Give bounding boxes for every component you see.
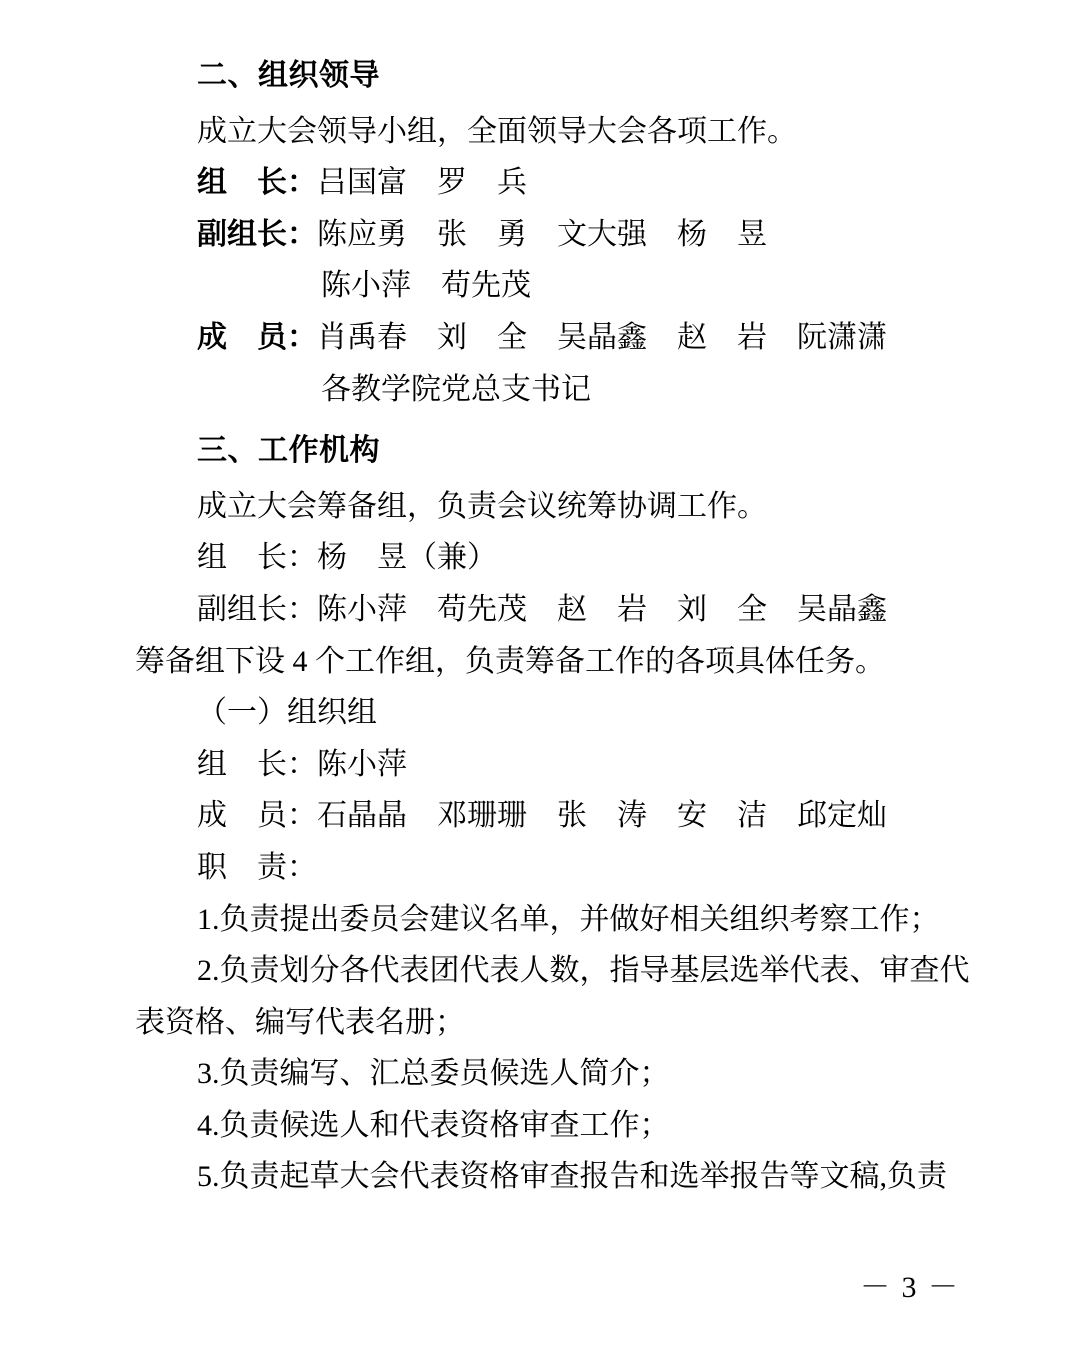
- section-heading-2: 二、组织领导: [197, 58, 380, 93]
- duty-item-3: 3.负责编写、汇总委员候选人简介；: [197, 1057, 670, 1091]
- role-label-deputy-leader: 副组长：: [197, 216, 317, 252]
- section-2-intro: 成立大会领导小组，全面领导大会各项工作。: [197, 114, 797, 148]
- role-label-org-members: 成 员：: [197, 799, 317, 833]
- role-line-group-leader: [197, 157, 980, 209]
- role-continuation-deputy-leader: 陈小萍 苟先茂: [321, 269, 531, 303]
- role-continuation-members: 各教学院党总支书记: [321, 372, 591, 406]
- role-line-deputy-leader: [197, 209, 980, 261]
- document-body: [135, 50, 980, 1203]
- duty-item-5: 5.负责起草大会代表资格审查报告和选举报告等文稿,负责: [197, 1160, 947, 1194]
- role-line-org-leader: [197, 739, 980, 791]
- role-line-org-members: [197, 790, 980, 842]
- role-value-group-leader: 吕国富 罗 兵: [317, 166, 527, 200]
- duty-item-1: 1.负责提出委员会建议名单，并做好相关组织考察工作；: [197, 902, 940, 936]
- role-value-org-leader: 陈小萍: [317, 747, 407, 781]
- role-line-org-duties: [197, 842, 980, 894]
- role-value-prep-leader: 杨 昱（兼）: [317, 541, 497, 575]
- role-label-group-leader: 组 长：: [197, 165, 317, 201]
- role-label-prep-leader: 组 长：: [197, 541, 317, 575]
- section-heading-3: 三、工作机构: [197, 433, 380, 469]
- role-line-prep-leader: [197, 532, 980, 584]
- prep-group-note: 筹备组下设 4 个工作组，负责筹备工作的各项具体任务。: [135, 644, 885, 678]
- role-label-members: 成 员：: [197, 319, 317, 355]
- role-line-prep-deputy-leader: [197, 584, 980, 636]
- role-label-prep-deputy-leader: 副组长：: [197, 592, 317, 626]
- page-number: － 3 －: [860, 1271, 960, 1304]
- subsection-title-organization-group: （一）组织组: [197, 696, 377, 730]
- role-label-org-leader: 组 长：: [197, 747, 317, 781]
- role-value-org-members: 石晶晶 邓珊珊 张 涛 安 洁 邱定灿: [317, 799, 887, 833]
- role-label-org-duties: 职 责：: [197, 850, 317, 884]
- role-value-members: 肖禹春 刘 全 吴晶鑫 赵 岩 阮潇潇: [317, 320, 887, 354]
- role-line-members: [197, 312, 980, 364]
- role-value-prep-deputy-leader: 陈小萍 苟先茂 赵 岩 刘 全 吴晶鑫: [317, 592, 887, 626]
- duty-item-2: 2.负责划分各代表团代表人数，指导基层选举代表、审查代: [197, 954, 970, 988]
- section-3-intro: 成立大会筹备组，负责会议统筹协调工作。: [197, 489, 767, 523]
- duty-item-2-continuation: 表资格、编写代表名册；: [135, 1005, 465, 1039]
- duty-item-4: 4.负责候选人和代表资格审查工作；: [197, 1108, 670, 1142]
- role-value-deputy-leader: 陈应勇 张 勇 文大强 杨 昱: [317, 217, 767, 251]
